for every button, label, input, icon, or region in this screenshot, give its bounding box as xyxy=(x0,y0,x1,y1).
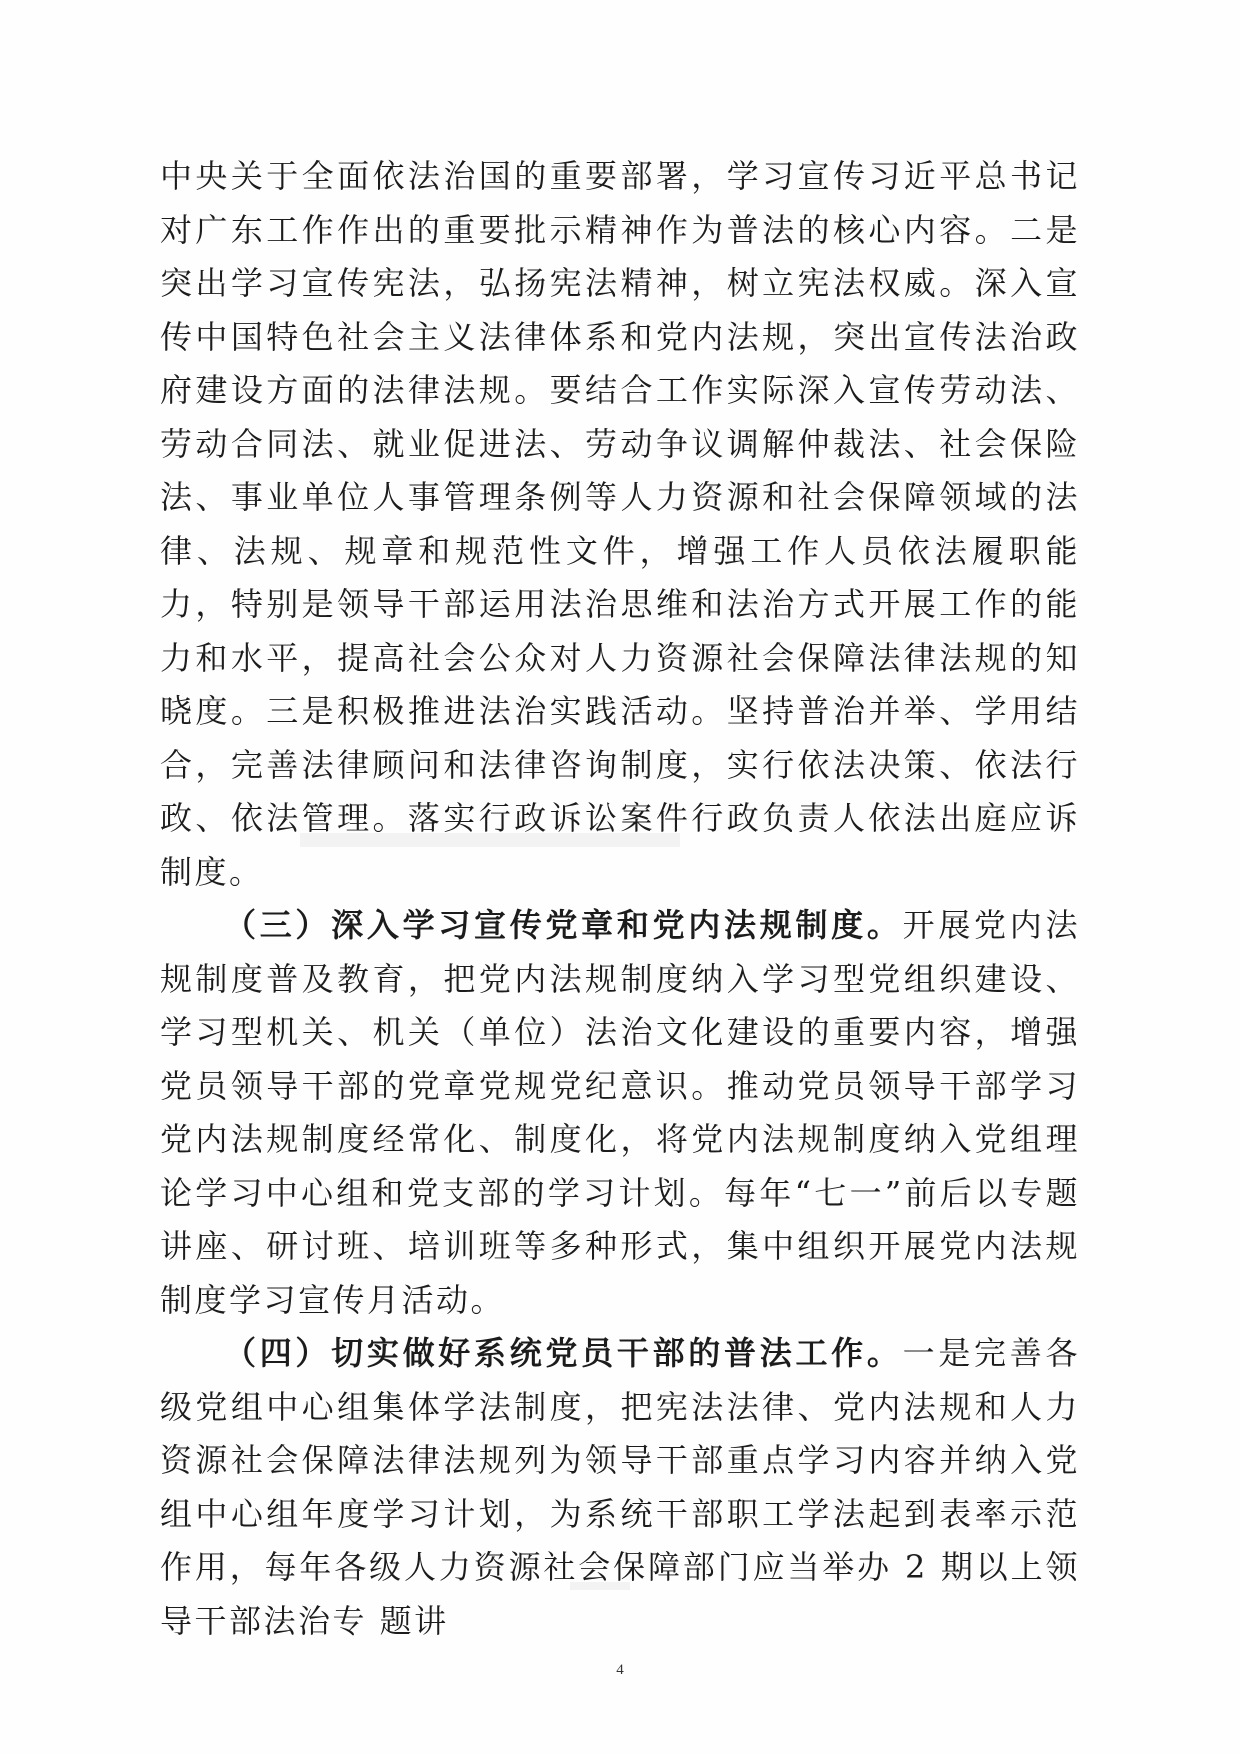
paragraph xyxy=(160,1327,1080,1648)
paragraph-text: 开展党内法规制度普及教育，把党内法规制度纳入学习型党组织建设、学习型机关、机关（单位）法治文化建设的重要内容，增强党员领导干部的党章党规党纪意识。推动党员领导干部学习党内法规制度经常化、制度化，将党内法规制度纳入党组理论学习中心组和党支部的学习计划。每年“七一”前后以专题讲座、研讨班、培训班等多种形式，集中组织开展党内法规制度学习宣传月活动。 xyxy=(160,906,1080,1319)
page-number: 4 xyxy=(616,1662,624,1678)
paragraph-text: 中央关于全面依法治国的重要部署，学习宣传习近平总书记对广东工作作出的重要批示精神作为普法的核心内容。二是突出学习宣传宪法，弘扬宪法精神，树立宪法权威。深入宣传中国特色社会主义法律体系和党内法规，突出宣传法治政府建设方面的法律法规。要结合工作实际深入宣传劳动法、劳动合同法、就业促进法、劳动争议调解仲裁法、社会保险法、事业单位人事管理条例等人力资源和社会保障领域的法律、法规、规章和规范性文件，增强工作人员依法履职能力，特别是领导干部运用法治思维和法治方式开展工作的能力和水平，提高社会公众对人力资源社会保障法律法规的知晓度。三是积极推进法治实践活动。坚持普治并举、学用结合，完善法律顾问和法律咨询制度，实行依法决策、依法行政、依法管理。落实行政诉讼案件行政负责人依法出庭应诉制度。 xyxy=(160,157,1080,891)
body-text xyxy=(160,150,1080,1648)
paragraph-text: 一是完善各级党组中心组集体学法制度，把宪法法律、党内法规和人力资源社会保障法律法规列为领导干部重点学习内容并纳入党组中心组年度学习计划，为系统干部职工学法起到表率示范作用，每年各级人力资源社会保障部门应当举办 2 期以上领导干部法治专 题讲 xyxy=(160,1334,1080,1640)
paragraph xyxy=(160,150,1080,899)
section-heading: （四）切实做好系统党员干部的普法工作。 xyxy=(224,1334,903,1372)
paragraph xyxy=(160,899,1080,1327)
section-heading: （三）深入学习宣传党章和党内法规制度。 xyxy=(224,906,903,944)
